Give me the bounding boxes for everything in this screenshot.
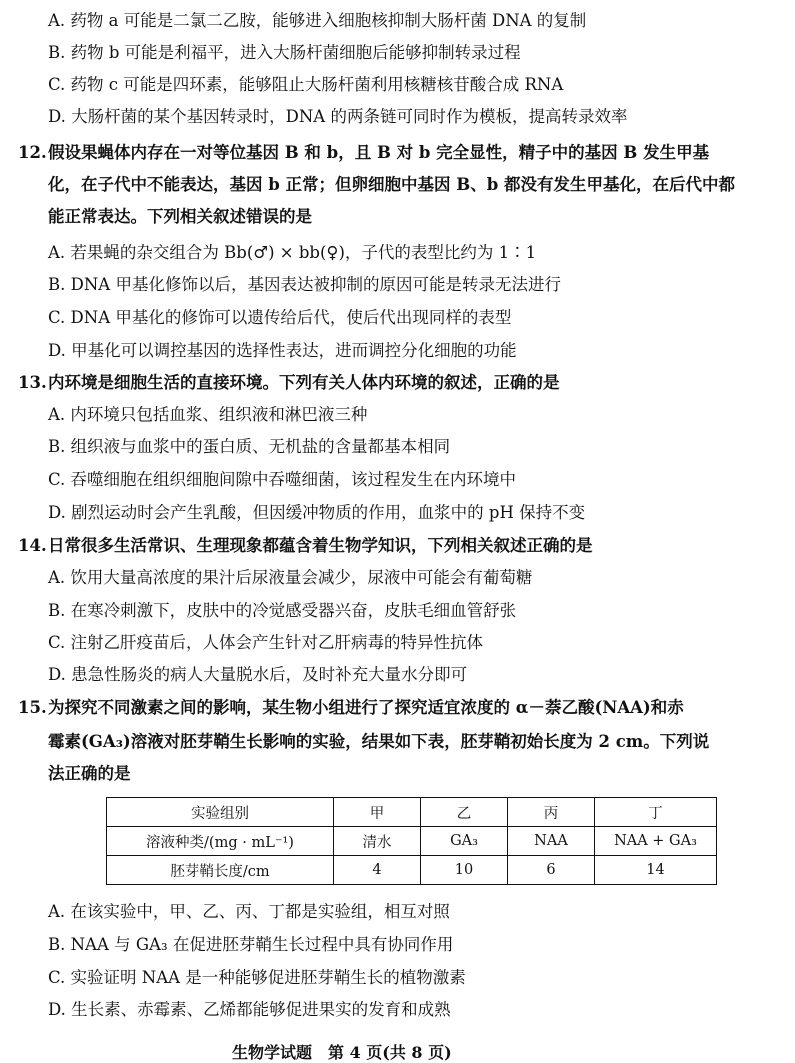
q13-option-b: B. 组织液与血浆中的蛋白质、无机盐的含量都基本相同 — [48, 437, 451, 456]
table-header-cell: 乙 — [421, 798, 508, 827]
q13-option-c: C. 吞噬细胞在组织细胞间隙中吞噬细菌，该过程发生在内环境中 — [48, 470, 517, 489]
q15-option-a: A. 在该实验中，甲、乙、丙、丁都是实验组，相互对照 — [48, 902, 450, 921]
q14-number: 14. — [18, 536, 47, 555]
q11-option-b: B. 药物 b 可能是利福平，进入大肠杆菌细胞后能够抑制转录过程 — [48, 43, 521, 62]
table-cell: 10 — [421, 856, 508, 885]
table-cell: GA₃ — [421, 827, 508, 856]
q15-stem-line-1: 为探究不同激素之间的影响，某生物小组进行了探究适宜浓度的 α－萘乙酸(NAA)和赤 — [48, 698, 684, 717]
table-cell: 清水 — [334, 827, 421, 856]
table-header-cell: 丙 — [508, 798, 595, 827]
table-cell: 胚芽鞘长度/cm — [107, 856, 334, 885]
table-cell: NAA + GA₃ — [595, 827, 717, 856]
q14-stem: 日常很多生活常识、生理现象都蕴含着生物学知识，下列相关叙述正确的是 — [48, 536, 593, 555]
q15-number: 15. — [18, 698, 47, 717]
table-cell: 4 — [334, 856, 421, 885]
q12-option-c: C. DNA 甲基化的修饰可以遗传给后代，使后代出现同样的表型 — [48, 308, 512, 327]
table-header-cell: 实验组别 — [107, 798, 334, 827]
q12-option-d: D. 甲基化可以调控基因的选择性表达，进而调控分化细胞的功能 — [48, 341, 517, 360]
q14-option-a: A. 饮用大量高浓度的果汁后尿液量会减少，尿液中可能会有葡萄糖 — [48, 568, 533, 587]
q13-number: 13. — [18, 373, 47, 392]
table-row — [107, 827, 717, 856]
q12-option-b: B. DNA 甲基化修饰以后，基因表达被抑制的原因可能是转录无法进行 — [48, 275, 561, 294]
q15-option-d: D. 生长素、赤霉素、乙烯都能够促进果实的发育和成熟 — [48, 1000, 451, 1019]
q12-number: 12. — [18, 143, 47, 162]
q14-option-c: C. 注射乙肝疫苗后，人体会产生针对乙肝病毒的特异性抗体 — [48, 633, 484, 652]
q14-option-b: B. 在寒冷刺激下，皮肤中的冷觉感受器兴奋，皮肤毛细血管舒张 — [48, 601, 517, 620]
q15-stem-line-2: 霉素(GA₃)溶液对胚芽鞘生长影响的实验，结果如下表，胚芽鞘初始长度为 2 cm。下列说 — [48, 732, 710, 751]
q12-stem-line-2: 化，在子代中不能表达，基因 b 正常；但卵细胞中基因 B、b 都没有发生甲基化，在后代中都 — [48, 175, 735, 194]
table-cell: 6 — [508, 856, 595, 885]
q12-stem-line-3: 能正常表达。下列相关叙述错误的是 — [48, 207, 312, 226]
table-cell: NAA — [508, 827, 595, 856]
q15-stem-line-3: 法正确的是 — [48, 764, 131, 783]
table-header-cell: 丁 — [595, 798, 717, 827]
q14-option-d: D. 患急性肠炎的病人大量脱水后，及时补充大量水分即可 — [48, 665, 468, 684]
q11-option-a: A. 药物 a 可能是二氯二乙胺，能够进入细胞核抑制大肠杆菌 DNA 的复制 — [48, 11, 587, 30]
table-cell: 14 — [595, 856, 717, 885]
table-row — [107, 856, 717, 885]
q15-option-b: B. NAA 与 GA₃ 在促进胚芽鞘生长过程中具有协同作用 — [48, 935, 454, 954]
experiment-table — [106, 797, 717, 885]
q12-stem-line-1: 假设果蝇体内存在一对等位基因 B 和 b，且 B 对 b 完全显性，精子中的基因 B 发生甲基 — [48, 143, 710, 162]
table-cell: 溶液种类/(mg · mL⁻¹) — [107, 827, 334, 856]
q13-stem: 内环境是细胞生活的直接环境。下列有关人体内环境的叙述，正确的是 — [48, 373, 560, 392]
q11-option-d: D. 大肠杆菌的某个基因转录时，DNA 的两条链可同时作为模板，提高转录效率 — [48, 107, 628, 126]
q15-option-c: C. 实验证明 NAA 是一种能够促进胚芽鞘生长的植物激素 — [48, 968, 466, 987]
page-footer: 生物学试题 第 4 页(共 8 页) — [232, 1043, 452, 1062]
q13-option-d: D. 剧烈运动时会产生乳酸，但因缓冲物质的作用，血浆中的 pH 保持不变 — [48, 503, 586, 522]
q11-option-c: C. 药物 c 可能是四环素，能够阻止大肠杆菌利用核糖核苷酸合成 RNA — [48, 75, 564, 94]
q13-option-a: A. 内环境只包括血浆、组织液和淋巴液三种 — [48, 405, 368, 424]
q12-option-a: A. 若果蝇的杂交组合为 Bb(♂) × bb(♀)，子代的表型比约为 1∶1 — [48, 243, 537, 262]
table-header-cell: 甲 — [334, 798, 421, 827]
table-header-row — [107, 798, 717, 827]
